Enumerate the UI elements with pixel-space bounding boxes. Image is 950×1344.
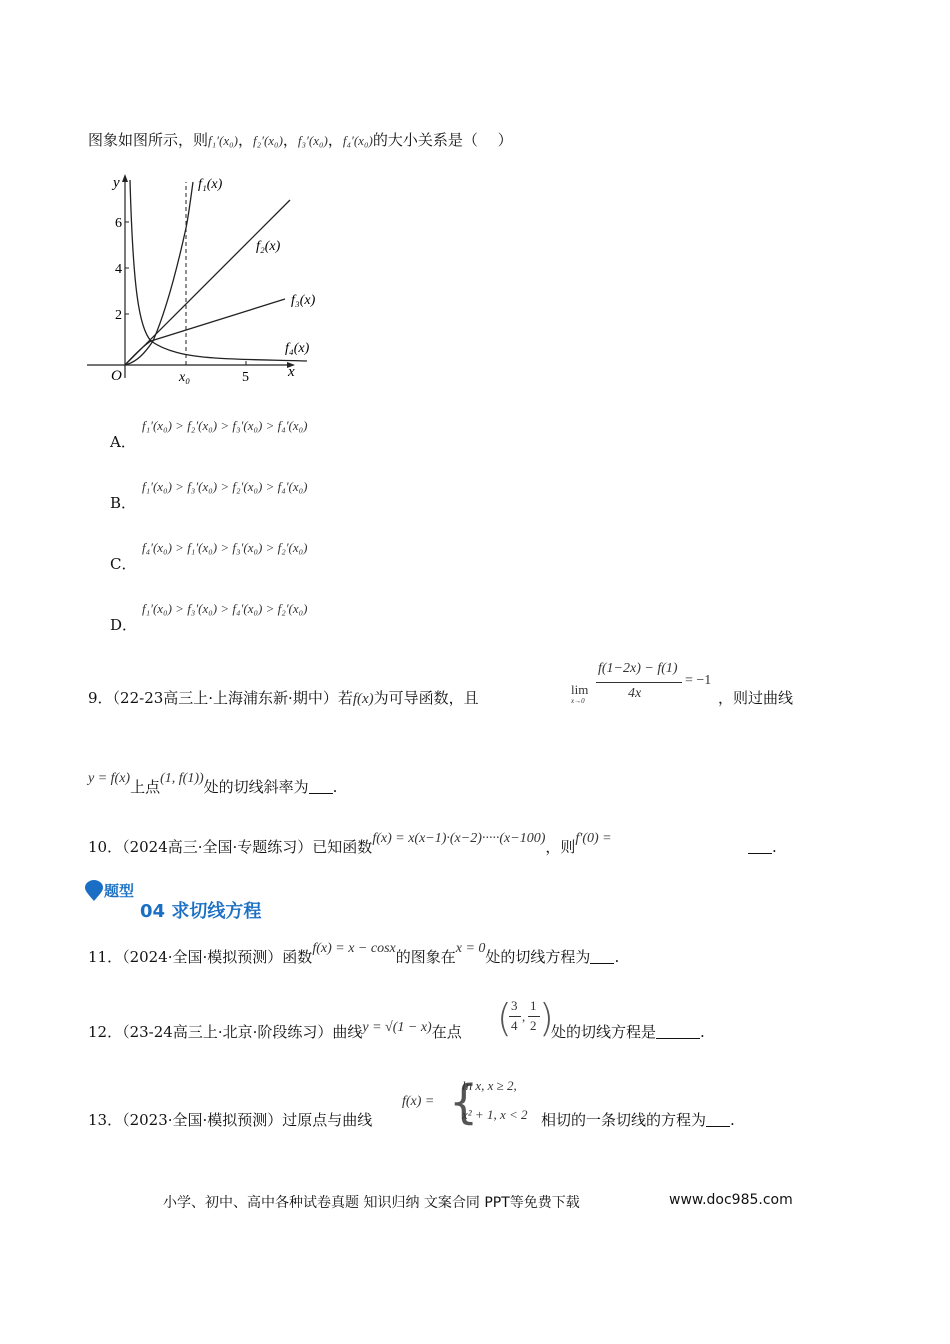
q9-lim: lim [571,682,589,697]
q11-end: . [614,948,620,966]
q10-blank-wrap [748,837,777,857]
q10-end: . [772,838,777,856]
y-tick-4: 4 [115,262,122,277]
y-axis-arrow [122,174,128,182]
option-a[interactable] [110,432,136,452]
option-c[interactable] [110,554,136,574]
q11-number: 11． [88,948,123,966]
section-badge: 题型 [104,882,135,900]
q10-answer-blank[interactable] [748,839,772,854]
intro-item-3: f₃′(x₀) [297,133,328,148]
q9-tail: ，则过曲线 [718,689,794,707]
label-f3: f₃(x) [291,293,316,308]
label-f4: f₄(x) [285,341,310,356]
label-f1: f₁(x) [198,177,223,192]
q10-ask: f′(0) = [575,831,612,846]
q12-paren-left: ( [497,996,512,1040]
q9-answer-blank[interactable] [309,779,333,794]
q12-tail: 处的切线方程是 [551,1023,657,1041]
intro-item-4: f₄′(x₀) [342,133,373,148]
q9-line1 [88,688,479,709]
intro-item-2: f₂′(x₀) [252,133,283,148]
q11-tail: 处的切线方程为 [485,948,591,966]
intro-suffix: 的大小关系是（ ） [372,131,513,149]
curve-f3 [125,299,285,365]
section-title: 04 求切线方程 [140,901,262,922]
q12-paren-right: ) [539,996,554,1040]
q11-line [88,941,620,969]
y-axis-label: y [113,175,120,191]
q9-line2-b: 处的切线斜率为 [203,778,309,796]
q11-source: （2024·全国·模拟预测）函数 [122,948,313,966]
q11-answer-blank[interactable] [590,949,614,964]
q13-line-b [541,1110,735,1130]
q12-pt-b-num: 1 [530,998,537,1013]
option-c-expr: f₄′(x₀) > f₁′(x₀) > f₃′(x₀) > f₂′(x₀) [142,540,308,555]
q12-source: （23-24高三上·北京·阶段练习）曲线 [122,1023,363,1041]
origin-label: O [111,368,122,384]
q9-mid: 为可导函数，且 [373,689,479,707]
q13-number: 13． [88,1111,123,1129]
q13-end: . [730,1111,735,1129]
q9-line2-a: 上点 [130,778,161,796]
q9-denominator: 4x [628,686,642,701]
q13-case2: x² + 1, x < 2 [462,1107,528,1122]
q9-numerator: f(1−2x) − f(1) [598,661,678,676]
option-b-expr: f₁′(x₀) > f₃′(x₀) > f₂′(x₀) > f₄′(x₀) [142,479,308,494]
q9-number: 9． [88,689,113,707]
q12-comma: , [522,1009,526,1024]
q13-case1: ln x, x ≥ 2, [462,1078,517,1093]
intro-sep: ， [327,131,343,149]
option-a-label: A． [110,433,136,451]
q10-mid: ，则 [545,838,576,856]
q13-answer-blank[interactable] [706,1112,730,1127]
intro-item-1: f₁′(x₀) [208,133,238,148]
q12-pt-a-den: 4 [511,1018,518,1033]
intro-line [88,130,513,151]
intro-prefix: 图象如图所示，则 [88,131,209,149]
q13-line-a [88,1110,372,1130]
q11-point: x = 0 [455,941,486,956]
option-d[interactable] [110,615,137,635]
q10-line [88,831,612,859]
intro-sep: ， [237,131,253,149]
y-tick-6: 6 [115,216,122,231]
q11-mid: 的图象在 [395,948,456,966]
q12-frac-a-bar [509,1016,521,1017]
option-c-label: C． [110,555,137,573]
q9-fraction-bar [596,682,682,683]
footer-text: 小学、初中、高中各种试卷真题 知识归纳 文案合同 PPT等免费下载 [163,1195,580,1211]
function-graph [85,168,335,390]
option-b-label: B． [110,494,137,512]
q13-fx: f(x) = [402,1094,435,1109]
q10-source: （2024高三·全国·专题练习）已知函数 [122,838,373,856]
q9-end: . [332,778,338,796]
q12-pt-a-num: 3 [511,998,518,1013]
q13-source: （2023·全国·模拟预测）过原点与曲线 [122,1111,373,1129]
option-d-expr: f₁′(x₀) > f₃′(x₀) > f₄′(x₀) > f₂′(x₀) [142,601,308,616]
q12-expr: y = √(1 − x) [362,1020,432,1035]
q12-mid: 在点 [431,1023,462,1041]
q9-source: （22-23高三上·上海浦东新·期中）若 [112,689,353,707]
q12-line-b [551,1022,705,1042]
option-b[interactable] [110,493,136,513]
x-tick-5: 5 [242,370,249,385]
q9-lim-sub: x→0 [571,697,585,705]
option-d-label: D． [110,616,138,634]
q9-curve-expr: y = f(x) [88,771,131,786]
q10-number: 10． [88,838,123,856]
x-axis-label: x [288,364,295,380]
y-tick-2: 2 [115,308,122,323]
label-f2: f₂(x) [256,239,281,254]
footer-url[interactable]: www.doc985.com [669,1192,793,1208]
x-tick-x0: x₀ [179,370,191,385]
q12-number: 12． [88,1023,123,1041]
q12-end: . [700,1023,705,1041]
q12-pt-b-den: 2 [530,1018,537,1033]
q9-point: (1, f(1)) [160,771,204,786]
q9-rhs: = −1 [685,673,712,688]
q11-expr: f(x) = x − cosx [312,941,396,956]
intro-sep: ， [282,131,298,149]
q12-answer-blank[interactable] [656,1024,700,1039]
q12-line-a [88,1022,462,1044]
q9-line2 [88,771,338,799]
pin-icon [84,880,104,902]
q9-fx: f(x) [352,691,374,707]
q10-expr: f(x) = x(x−1)·(x−2)·····(x−100) [372,831,546,846]
option-a-expr: f₁′(x₀) > f₂′(x₀) > f₃′(x₀) > f₄′(x₀) [142,418,308,433]
q13-brace: { [449,1075,479,1129]
q13-tail: 相切的一条切线的方程为 [541,1111,707,1129]
